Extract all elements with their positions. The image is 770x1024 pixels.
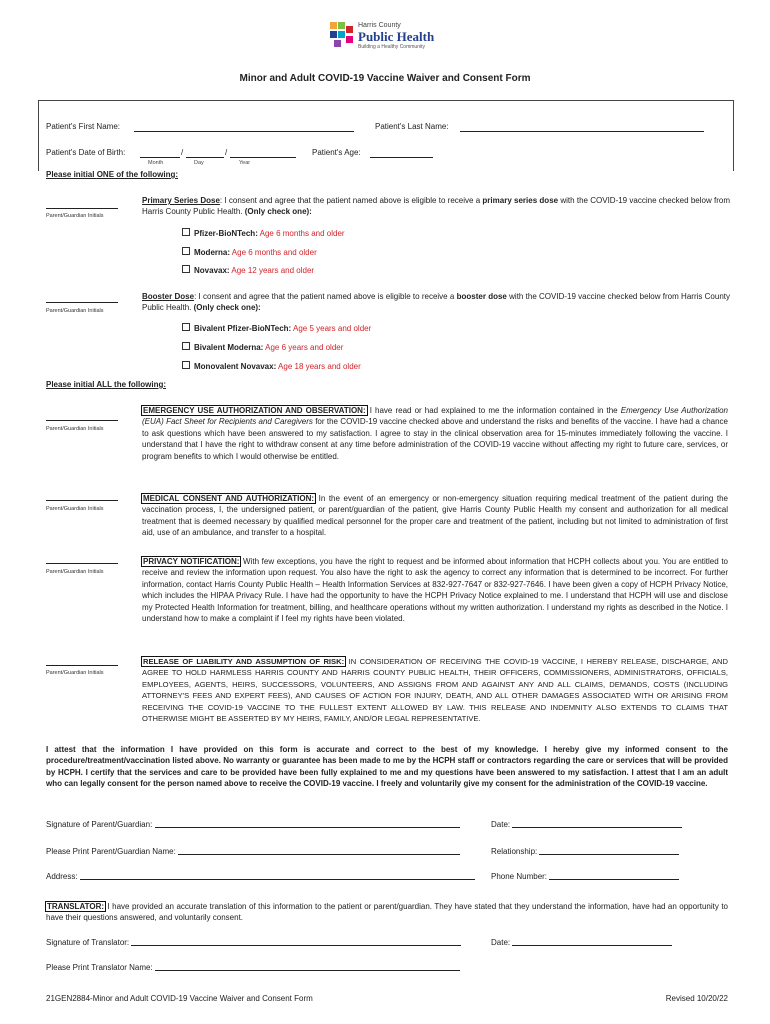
- dob-year-field[interactable]: [230, 157, 296, 158]
- translator-date-row: [491, 938, 672, 947]
- last-name-label: Patient's Last Name:: [375, 122, 449, 131]
- logo-square: [346, 26, 353, 33]
- logo-square: [330, 22, 337, 29]
- footer-revised: Revised 10/20/22: [665, 994, 728, 1003]
- privacy-initials-field[interactable]: [46, 563, 118, 564]
- phone-label: Phone Number:: [491, 872, 548, 881]
- medical-initials-field[interactable]: [46, 500, 118, 501]
- signature-label: Signature of Parent/Guardian:: [46, 820, 153, 829]
- initials-label: Parent/Guardian Initials: [46, 506, 104, 512]
- first-name-field[interactable]: [134, 131, 354, 132]
- initials-label: Parent/Guardian Initials: [46, 308, 104, 314]
- dob-sep: /: [225, 148, 228, 157]
- initial-all-heading: Please initial ALL the following:: [46, 380, 167, 389]
- print-name-field[interactable]: [178, 854, 460, 855]
- translator-signature-label: Signature of Translator:: [46, 938, 130, 947]
- logo-tagline: Building a Healthy Community: [358, 44, 425, 50]
- translator-signature-row: [46, 938, 461, 947]
- dob-sep: /: [181, 148, 184, 157]
- date-label: Date:: [491, 820, 511, 829]
- eua-text: EMERGENCY USE AUTHORIZATION AND OBSERVATION: I have read or had explained to me the information contained in the Emergency Use Authorization (EUA) Fact Sheet for Recipients and Caregivers for the COVID-19 vaccine checked above and understand the risks and benefits of the vaccine. I have had a chance to ask questions which have been answered to my satisfaction. I agree to stay in the clinical observation area for 15-minutes immediately following the vaccine. I understand that I have the right to withdraw consent at any time before administration of the COVID-19 vaccine without affecting my right to future care, services, or program benefits to which I would otherwise be entitled.: [142, 406, 729, 461]
- logo-square: [330, 31, 337, 38]
- translator-text: TRANSLATOR: I have provided an accurate translation of this information to the patient or parent/guardian. They have stated that they understand the information, have had an opportunity to have their questions answered, and voluntarily consent.: [46, 902, 728, 923]
- checkbox[interactable]: [182, 247, 190, 255]
- checkbox[interactable]: [182, 265, 190, 273]
- relationship-field[interactable]: [539, 854, 679, 855]
- year-label: Year: [239, 160, 251, 166]
- initial-one-heading: Please initial ONE of the following:: [46, 170, 179, 179]
- privacy-text: PRIVACY NOTIFICATION: With few exceptions, you have the right to request and be informed about information that HCPH collects about you. You are entitled to receive and review the information upon request. You also have the right to ask the agency to correct any information that is determined to be incorrect. For further information, contact Harris County Public Health – Health Information Services at 832-927-7647 or 832-927-7646. I have been given a copy of HCPH Privacy Notice, which includes the HIPAA Privacy Rule. I have had the opportunity to have the HCPH Privacy Notice explained to me. I understand that HCPH will use and disclose my Protected Health Information for treatment, billing, and healthcare operations without my written authorization. I understand my rights as described in the Notice. I understand how to make a complaint if I feel my rights have been violated.: [142, 557, 728, 624]
- month-label: Month: [148, 160, 164, 166]
- signature-row: [46, 820, 460, 829]
- patient-info-box: [38, 100, 734, 171]
- signature-field[interactable]: [155, 827, 460, 828]
- date-field[interactable]: [512, 827, 682, 828]
- option-moderna[interactable]: Moderna: Age 6 months and older: [182, 247, 317, 258]
- primary-series-text: Primary Series Dose: I consent and agree that the patient named above is eligible to receive a primary series dose with the COVID-19 vaccine checked below from Harris County Public Health. (Only check one):: [142, 196, 730, 217]
- initials-label: Parent/Guardian Initials: [46, 213, 104, 219]
- option-novavax[interactable]: Novavax: Age 12 years and older: [182, 265, 314, 276]
- release-text: RELEASE OF LIABILITY AND ASSUMPTION OF RISK: IN CONSIDERATION OF RECEIVING THE COVID-19 VACCINE, I HEREBY RELEASE, DISCHARGE, AND AGREE TO HOLD HARMLESS HARRIS COUNTY AND HARRIS COUNTY PUBLIC HEALTH, THEIR OFFICERS, COMMISSIONERS, ADMINISTRATORS, OFFICIALS, EMPLOYEES, AGENTS, HEIRS, SUCCESSORS, VOLUNTEERS, AND ASSIGNS FROM AND AGAINST ANY AND ALL CLAIMS, DEMANDS, COSTS (INCLUDING ATTORNEY'S FEES AND EXPERT FEES), AND CAUSES OF ACTION FOR INJURY, DEATH, AND ALL OTHER DAMAGES ASSOCIATED WITH OR ARISING FROM RECEIVING THE COVID-19 VACCINE TO THE FULLEST EXTENT ALLOWED BY LAW. THIS RELEASE AND INDEMNITY ALSO EXTENDS TO CLAIMS THAT OTHERWISE MIGHT BE ASSERTED BY MY HEIRS, FAMILY, AND/OR LEGAL REPRESENTATIVE.: [142, 657, 728, 724]
- primary-initials-field[interactable]: [46, 208, 118, 209]
- option-bivalent-pfizer[interactable]: Bivalent Pfizer-BioNTech: Age 5 years and older: [182, 323, 371, 334]
- translator-date-field[interactable]: [512, 945, 672, 946]
- translator-print-label: Please Print Translator Name:: [46, 963, 153, 972]
- option-bivalent-moderna[interactable]: Bivalent Moderna: Age 6 years and older: [182, 342, 343, 353]
- address-field[interactable]: [80, 879, 475, 880]
- checkbox[interactable]: [182, 361, 190, 369]
- checkbox[interactable]: [182, 342, 190, 350]
- phone-row: [491, 872, 679, 881]
- translator-date-label: Date:: [491, 938, 511, 947]
- day-label: Day: [194, 160, 204, 166]
- last-name-field[interactable]: [460, 131, 704, 132]
- print-name-row: [46, 847, 460, 856]
- translator-print-field[interactable]: [155, 970, 460, 971]
- translator-print-row: [46, 963, 460, 972]
- initials-label: Parent/Guardian Initials: [46, 670, 104, 676]
- translator-signature-field[interactable]: [131, 945, 461, 946]
- checkbox[interactable]: [182, 228, 190, 236]
- attestation-text: I attest that the information I have provided on this form is accurate and correct to the best of my knowledge. I hereby give my informed consent to the procedure/treatment/vaccination listed above. No warranty or guarantee has been made to me by the HCPH staff or contractors regarding the care or services that will be provided by HCPH. I certify that the services and care to be provided have been fully explained to me and my questions have been answered to my satisfaction. I attest that I am an adult who can legally consent for the person named above to receive the COVID-19 vaccine. I freely and voluntarily give my consent for the administration of the COVID-19 vaccine.: [46, 745, 728, 789]
- dob-month-field[interactable]: [140, 157, 180, 158]
- logo-square: [334, 40, 341, 47]
- phone-field[interactable]: [549, 879, 679, 880]
- option-monovalent-novavax[interactable]: Monovalent Novavax: Age 18 years and older: [182, 361, 361, 372]
- initials-label: Parent/Guardian Initials: [46, 426, 104, 432]
- initials-label: Parent/Guardian Initials: [46, 569, 104, 575]
- booster-dose-text: Booster Dose: I consent and agree that the patient named above is eligible to receive a booster dose with the COVID-19 vaccine checked below from Harris County Public Health. (Only check one):: [142, 292, 731, 313]
- logo-public-health: Public Health: [358, 29, 435, 44]
- footer-form-id: 21GEN2884-Minor and Adult COVID-19 Vaccine Waiver and Consent Form: [46, 994, 313, 1003]
- eua-initials-field[interactable]: [46, 420, 118, 421]
- booster-initials-field[interactable]: [46, 302, 118, 303]
- logo-square: [338, 22, 345, 29]
- checkbox[interactable]: [182, 323, 190, 331]
- logo-square: [346, 36, 353, 43]
- logo-square: [338, 31, 345, 38]
- dob-day-field[interactable]: [186, 157, 224, 158]
- medical-consent-text: MEDICAL CONSENT AND AUTHORIZATION: In the event of an emergency or non-emergency situation requiring medical treatment of the patient during the vaccination process, I, the undersigned patient, or parent/guardian of the patient, give Harris County Public Health my consent and authorization for all medical treatment that is deemed necessary by qualified medical personnel for the proper care and treatment of the patient, including but not limited to administration of first aid, use of an ambulance, and transfer to a hospital.: [142, 494, 728, 538]
- relationship-label: Relationship:: [491, 847, 538, 856]
- hcph-logo: [328, 22, 448, 52]
- option-pfizer[interactable]: Pfizer-BioNTech: Age 6 months and older: [182, 228, 345, 239]
- form-title: Minor and Adult COVID-19 Vaccine Waiver and Consent Form: [239, 73, 531, 84]
- age-label: Patient's Age:: [312, 148, 361, 157]
- print-name-label: Please Print Parent/Guardian Name:: [46, 847, 176, 856]
- age-field[interactable]: [370, 157, 433, 158]
- address-row: [46, 872, 475, 881]
- logo-county: Harris County: [358, 22, 401, 29]
- address-label: Address:: [46, 872, 78, 881]
- dob-label: Patient's Date of Birth:: [46, 148, 126, 157]
- date-row: [491, 820, 682, 829]
- first-name-label: Patient's First Name:: [46, 122, 120, 131]
- relationship-row: [491, 847, 679, 856]
- release-initials-field[interactable]: [46, 665, 118, 666]
